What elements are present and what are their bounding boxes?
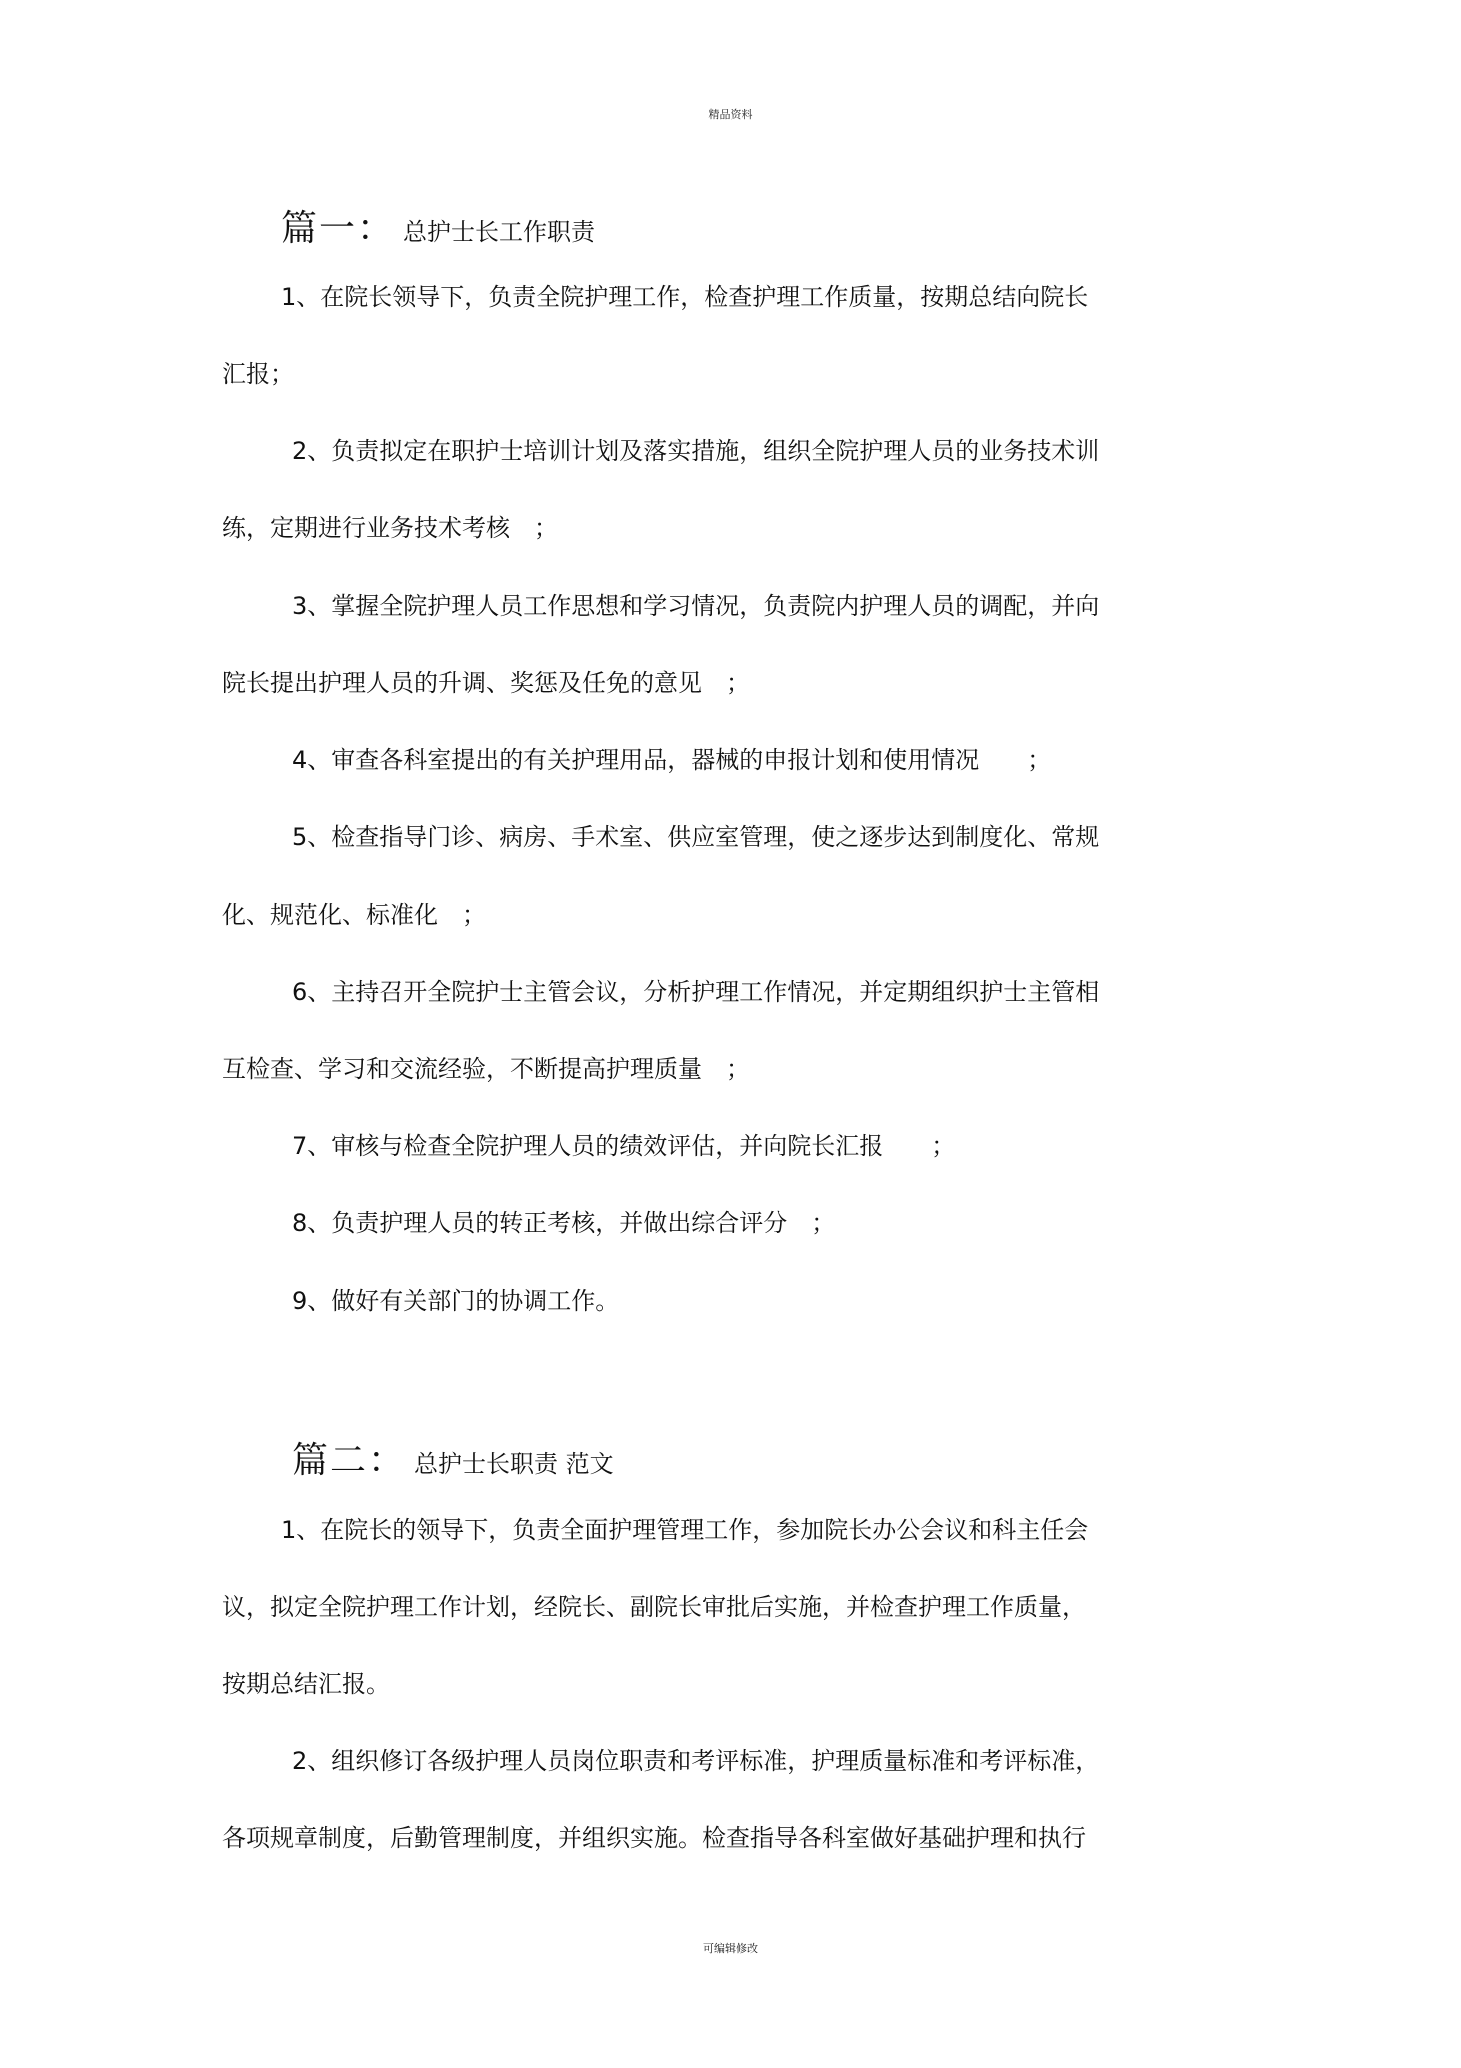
s1-line-2: 汇报； [222,360,294,388]
section1-prefix: 篇一： [281,208,396,249]
s1-line-11: 互检查、学习和交流经验，不断提高护理质量 ； [222,1055,750,1083]
s1-line-9: 化、规范化、标准化 ； [222,901,486,929]
s1-line-8: 5、检查指导门诊、病房、手术室、供应室管理，使之逐步达到制度化、常规 [292,823,1100,851]
s2-line-5: 各项规章制度，后勤管理制度，并组织实施。检查指导各科室做好基础护理和执行 [222,1824,1086,1852]
section2-prefix: 篇二： [292,1440,407,1481]
s2-line-3: 按期总结汇报。 [222,1670,390,1698]
s1-line-13: 8、负责护理人员的转正考核，并做出综合评分 ； [292,1209,836,1237]
s1-line-7: 4、审查各科室提出的有关护理用品，器械的申报计划和使用情况 ； [292,746,1052,774]
s1-line-5: 3、掌握全院护理人员工作思想和学习情况，负责院内护理人员的调配，并向 [292,592,1100,620]
s2-line-1: 1、在院长的领导下，负责全面护理管理工作，参加院长办公会议和科主任会 [281,1516,1089,1544]
section2-heading [292,1432,614,1483]
page-header: 精品资料 [708,108,753,121]
page-footer: 可编辑修改 [703,1942,758,1955]
s1-line-10: 6、主持召开全院护士主管会议，分析护理工作情况，并定期组织护士主管相 [292,978,1100,1006]
section1-title: 总护士长工作职责 [403,218,596,246]
s2-line-2: 议，拟定全院护理工作计划，经院长、副院长审批后实施，并检查护理工作质量， [222,1593,1086,1621]
s1-line-1: 1、在院长领导下，负责全院护理工作，检查护理工作质量，按期总结向院长 [281,283,1089,311]
section2-title: 总护士长职责 范文 [414,1450,614,1478]
s1-line-14: 9、做好有关部门的协调工作。 [292,1287,620,1315]
s1-line-4: 练，定期进行业务技术考核 ； [222,514,558,542]
s1-line-12: 7、审核与检查全院护理人员的绩效评估，并向院长汇报 ； [292,1132,956,1160]
section1-heading [281,200,595,251]
s2-line-4: 2、组织修订各级护理人员岗位职责和考评标准，护理质量标准和考评标准， [292,1747,1100,1775]
s1-line-3: 2、负责拟定在职护士培训计划及落实措施，组织全院护理人员的业务技术训 [292,437,1100,465]
s1-line-6: 院长提出护理人员的升调、奖惩及任免的意见 ； [222,669,750,697]
